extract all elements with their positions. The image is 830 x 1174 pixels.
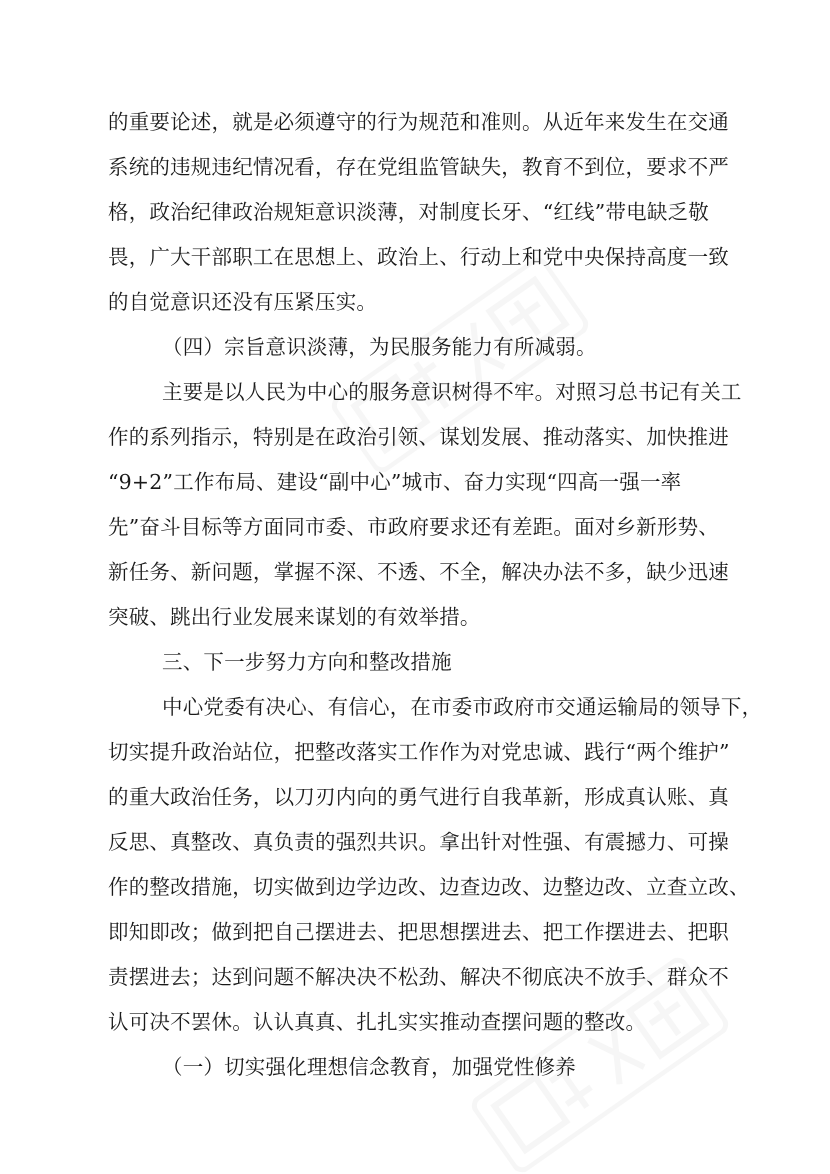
paragraph-line: 的重大政治任务，以刀刃内向的勇气进行自我革新，形成真认账、真 [108,785,729,809]
paragraph-line: 新任务、新问题，掌握不深、不透、不全，解决办法不多，缺少迅速 [108,560,729,584]
paragraph-line: 责摆进去；达到问题不解决决不松劲、解决不彻底决不放手、群众不 [108,965,729,989]
paragraph-line: 中心党委有决心、有信心，在市委市政府市交通运输局的领导下， [162,695,763,719]
paragraph-line: 即知即改；做到把自己摆进去、把思想摆进去、把工作摆进去、把职 [108,920,729,944]
section-heading: （一）切实强化理想信念教育，加强党性修养 [162,1055,576,1079]
paragraph-line: 作的整改措施，切实做到边学边改、边查边改、边整边改、立查立改、 [108,875,750,899]
paragraph-line: 反思、真整改、真负责的强烈共识。拿出针对性强、有震撼力、可操 [108,830,729,854]
paragraph-line: 切实提升政治站位，把整改落实工作作为对党忠诚、践行“两个维护” [108,740,730,764]
paragraph-line: 先”奋斗目标等方面同市委、市政府要求还有差距。面对乡新形势、 [108,515,719,539]
paragraph-line: 畏，广大干部职工在思想上、政治上、行动上和党中央保持高度一致 [108,245,729,269]
paragraph-line: 格，政治纪律政治规矩意识淡薄，对制度长牙、“红线”带电缺乏敬 [108,200,709,224]
section-heading: （四）宗旨意识淡薄，为民服务能力有所减弱。 [162,335,597,359]
paragraph-line: 的重要论述，就是必须遵守的行为规范和准则。从近年来发生在交通 [108,110,729,134]
section-heading: 三、下一步努力方向和整改措施 [162,650,452,674]
paragraph-line: 突破、跳出行业发展来谋划的有效举措。 [108,605,481,629]
paragraph-line: “9+2”工作布局、建设“副中心”城市、奋力实现“四高一强一率 [108,470,682,494]
paragraph-line: 作的系列指示，特别是在政治引领、谋划发展、推动落实、加快推进 [108,425,729,449]
paragraph-line: 主要是以人民为中心的服务意识树得不牢。对照习总书记有关工 [162,380,742,404]
paragraph-line: 认可决不罢休。认认真真、扎扎实实推动查摆问题的整改。 [108,1010,647,1034]
paragraph-line: 系统的违规违纪情况看，存在党组监管缺失，教育不到位，要求不严 [108,155,729,179]
paragraph-line: 的自觉意识还没有压紧压实。 [108,290,378,314]
